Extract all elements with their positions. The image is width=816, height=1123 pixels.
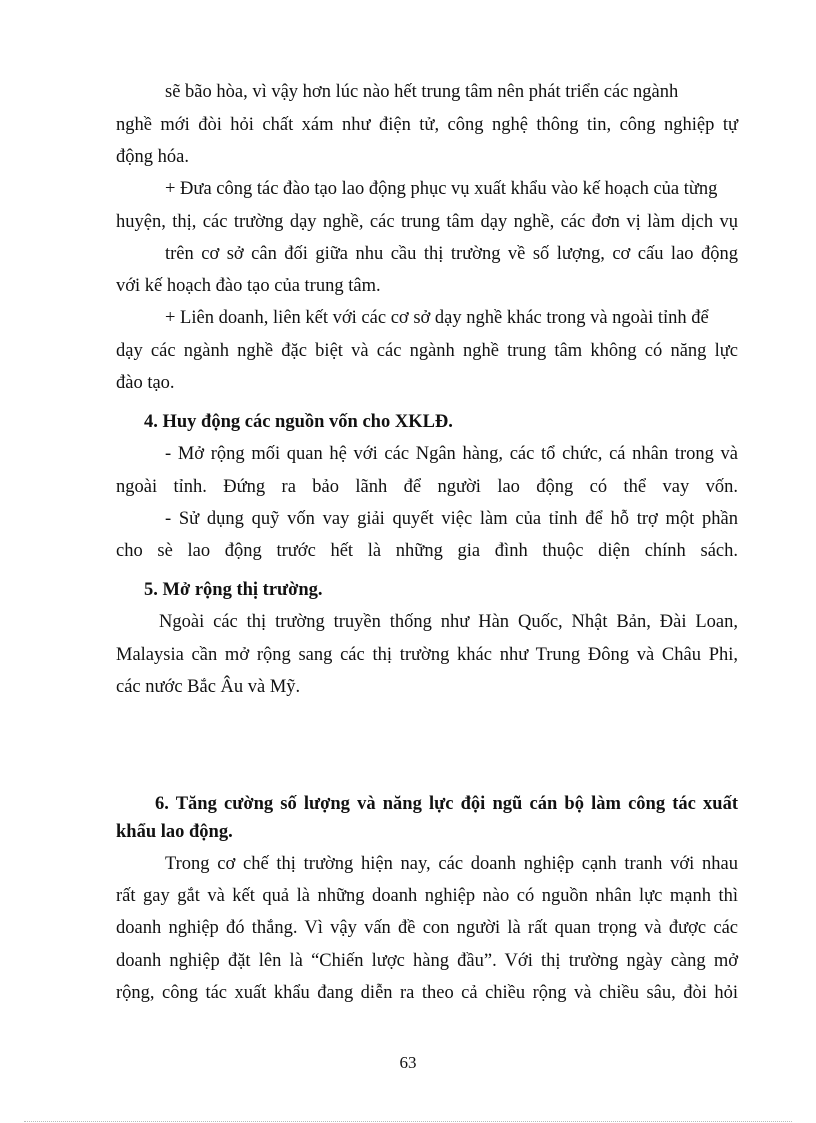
section-heading: 6. Tăng cường số lượng và năng lực đội ngũ cán bộ làm công tác xuất [155,794,738,814]
section-heading: khẩu lao động. [116,822,233,842]
text-line: nghề mới đòi hỏi chất xám như điện tử, công nghệ thông tin, công nghiệp tự [116,115,738,135]
text-line: rộng, công tác xuất khẩu đang diễn ra theo cả chiều rộng và chiều sâu, đòi hỏi [116,983,738,1003]
text-line: rất gay gắt và kết quả là những doanh nghiệp nào có nguồn nhân lực mạnh thì [116,886,738,906]
text-line: Ngoài các thị trường truyền thống như Hàn Quốc, Nhật Bản, Đài Loan, [159,612,738,632]
text-line: với kế hoạch đào tạo của trung tâm. [116,276,381,296]
text-line: các nước Bắc Âu và Mỹ. [116,677,301,697]
text-line: ngoài tỉnh. Đứng ra bảo lãnh để người lao động có thể vay vốn. [116,477,738,497]
text-line: huyện, thị, các trường dạy nghề, các trung tâm dạy nghề, các đơn vị làm dịch vụ [116,212,738,232]
text-line: trên cơ sở cân đối giữa nhu cầu thị trường về số lượng, cơ cấu lao động [165,244,738,264]
text-line: Trong cơ chế thị trường hiện nay, các doanh nghiệp cạnh tranh với nhau [165,854,738,874]
text-line: doanh nghiệp đặt lên là “Chiến lược hàng đầu”. Với thị trường ngày càng mở [116,951,738,971]
page-border-line [24,1121,792,1122]
section-heading: 4. Huy động các nguồn vốn cho XKLĐ. [144,412,453,432]
text-line: Malaysia cần mở rộng sang các thị trường khác như Trung Đông và Châu Phi, [116,645,738,665]
page-number: 63 [399,1053,417,1072]
text-line: - Mở rộng mối quan hệ với các Ngân hàng, các tổ chức, cá nhân trong và [165,444,738,464]
section-heading: 5. Mở rộng thị trường. [144,580,323,600]
text-line: đào tạo. [116,373,175,393]
text-line: doanh nghiệp đó thắng. Vì vậy vấn đề con người là rất quan trọng và được các [116,918,738,938]
text-line: sẽ bão hòa, vì vậy hơn lúc nào hết trung tâm nên phát triển các ngành [165,82,679,102]
text-line: cho sè lao động trước hết là những gia đình thuộc diện chính sách. [116,541,738,561]
text-line: + Liên doanh, liên kết với các cơ sở dạy nghề khác trong và ngoài tỉnh để [165,308,709,328]
text-line: dạy các ngành nghề đặc biệt và các ngành nghề trung tâm không có năng lực [116,341,738,361]
text-line: động hóa. [116,147,189,167]
text-line: - Sử dụng quỹ vốn vay giải quyết việc làm của tỉnh để hỗ trợ một phần [165,509,738,529]
text-line: + Đưa công tác đào tạo lao động phục vụ xuất khẩu vào kế hoạch của từng [165,179,718,199]
